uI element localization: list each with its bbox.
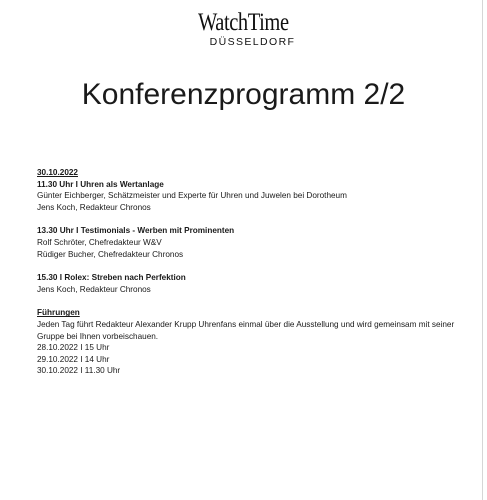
program-date: 30.10.2022	[37, 168, 78, 177]
session-2	[37, 225, 477, 260]
session-speaker: Rolf Schröter, Chefredakteur W&V	[37, 237, 162, 247]
session-1	[37, 179, 477, 214]
session-heading: 13.30 Uhr I Testimonials - Werben mit Prominenten	[37, 226, 235, 236]
session-speaker: Jens Koch, Redakteur Chronos	[37, 202, 151, 212]
session-heading: 11.30 Uhr I Uhren als Wertanlage	[37, 179, 164, 189]
page-title: Konferenzprogramm 2/2	[81, 78, 406, 111]
spacer	[37, 260, 477, 272]
spacer	[37, 295, 477, 307]
session-3	[37, 272, 477, 295]
tours-description: Jeden Tag führt Redakteur Alexander Krupp Uhrenfans einmal über die Ausstellung und wird gemeinsam mit seiner Gruppe bei Ihnen vorbeischauen.	[37, 319, 455, 341]
tours-heading: Führungen	[37, 308, 80, 318]
tours-section	[37, 307, 477, 377]
spacer	[37, 213, 477, 225]
watchtime-logo	[0, 10, 487, 48]
logo-city: DÜSSELDORF	[209, 36, 296, 48]
tour-time: 29.10.2022 I 14 Uhr	[37, 354, 110, 364]
logo-brand: WatchTime	[198, 9, 289, 36]
session-speaker: Jens Koch, Redakteur Chronos	[37, 284, 151, 294]
session-speaker: Günter Eichberger, Schätzmeister und Experte für Uhren und Juwelen bei Dorotheum	[37, 191, 347, 201]
program-content	[37, 167, 477, 377]
tour-time: 30.10.2022 I 11.30 Uhr	[37, 366, 121, 376]
session-heading: 15.30 I Rolex: Streben nach Perfektion	[37, 273, 186, 283]
tour-time: 28.10.2022 I 15 Uhr	[37, 343, 110, 353]
session-speaker: Rüdiger Bucher, Chefredakteur Chronos	[37, 249, 184, 259]
